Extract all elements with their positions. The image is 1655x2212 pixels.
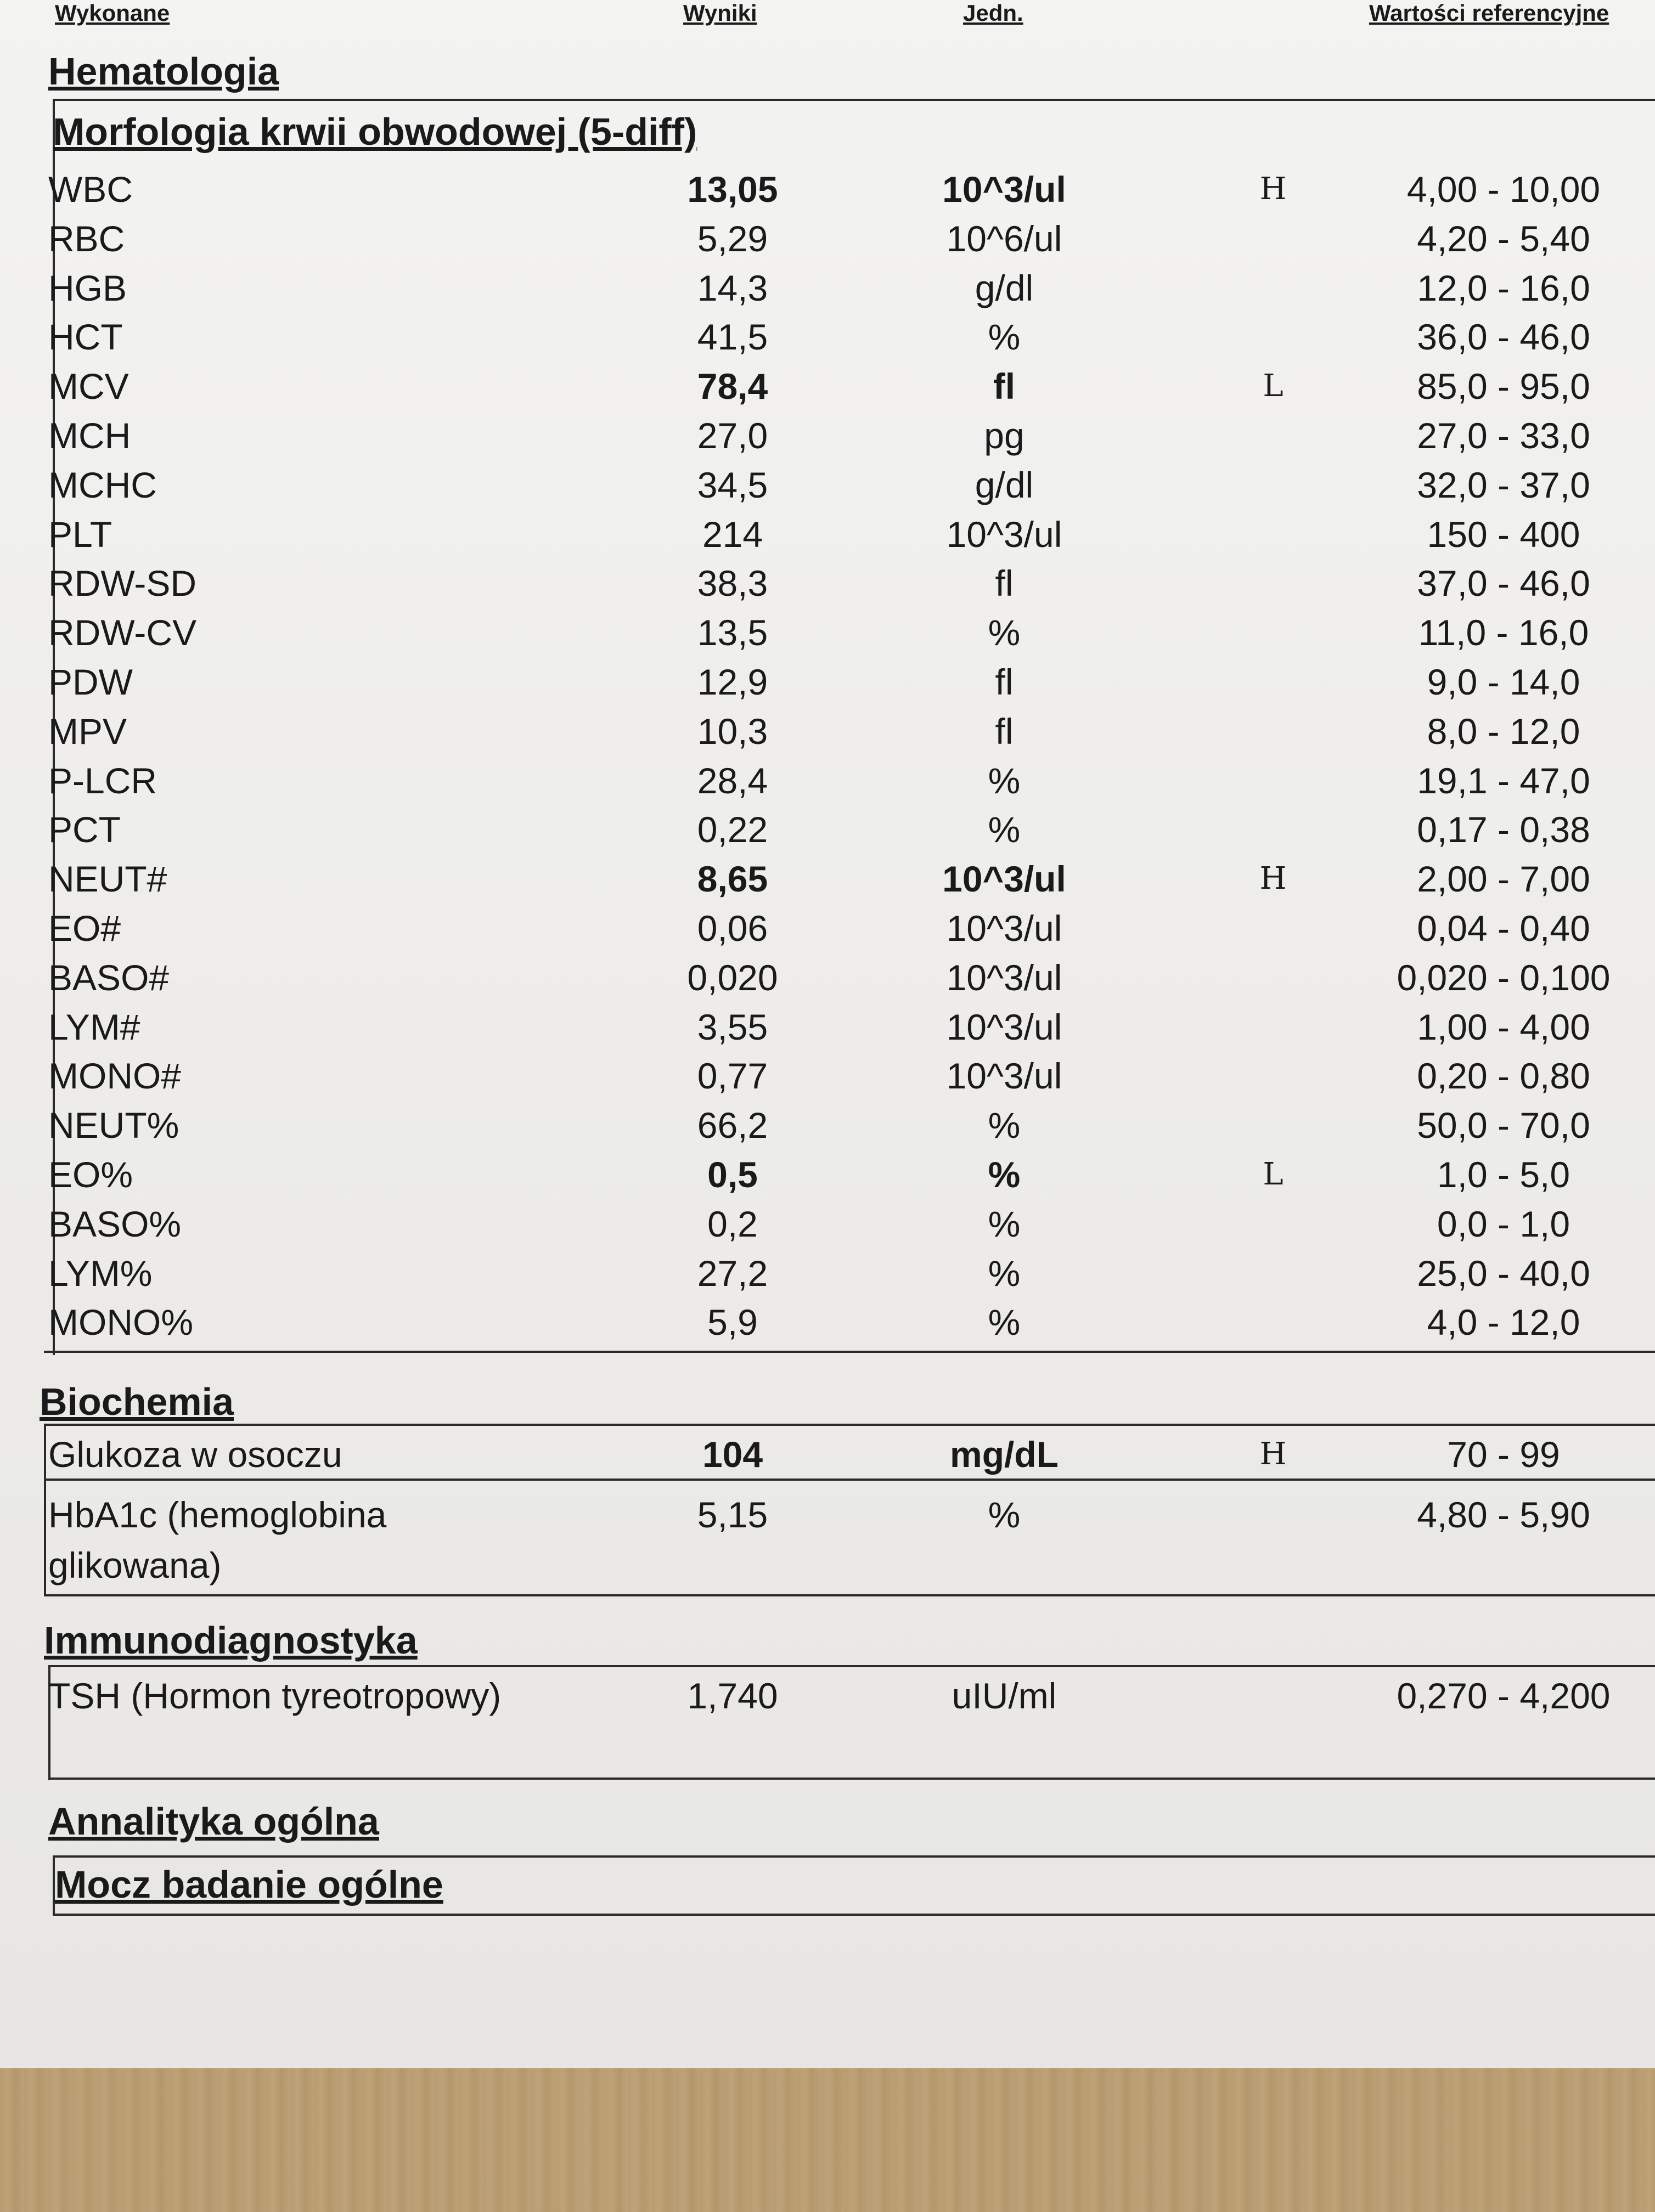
- reference-range: 12,0 - 16,0: [1417, 267, 1590, 308]
- reference-range: 50,0 - 70,0: [1417, 1105, 1590, 1146]
- result-value: 1,740: [687, 1675, 778, 1716]
- reference-range: 4,80 - 5,90: [1417, 1494, 1590, 1535]
- unit: 10^3/ul: [946, 1006, 1062, 1047]
- test-name: MPV: [48, 710, 127, 752]
- subsection-title-morfologia: Morfologia krwii obwodowej (5-diff): [53, 110, 697, 153]
- table-row: [0, 1249, 1655, 1298]
- result-value: 13,05: [687, 169, 778, 210]
- result-value: 28,4: [697, 760, 768, 801]
- test-name: LYM%: [48, 1252, 153, 1294]
- reference-range: 0,17 - 0,38: [1417, 809, 1590, 850]
- reference-range: 0,20 - 0,80: [1417, 1056, 1590, 1097]
- result-value: 0,020: [687, 957, 778, 998]
- table-row: [0, 312, 1655, 362]
- reference-range: 1,00 - 4,00: [1417, 1006, 1590, 1047]
- unit: 10^3/ul: [946, 1056, 1062, 1097]
- test-name: BASO%: [48, 1203, 182, 1244]
- test-name: MCHC: [48, 464, 157, 505]
- divider: [44, 1594, 1655, 1596]
- table-row: [0, 263, 1655, 313]
- table-row: [0, 1297, 1655, 1347]
- table-surface: [0, 2068, 1655, 2212]
- unit: fl: [995, 662, 1014, 702]
- result-value: 27,0: [697, 415, 768, 456]
- test-name: NEUT%: [48, 1105, 179, 1146]
- unit: 10^6/ul: [946, 218, 1062, 259]
- result-value: 0,06: [697, 908, 768, 949]
- table-row: [0, 1429, 1655, 1479]
- reference-range: 32,0 - 37,0: [1417, 464, 1590, 505]
- unit: fl: [995, 563, 1014, 604]
- header-unit: Jedn.: [963, 0, 1023, 26]
- flag: L: [1263, 1156, 1284, 1192]
- result-value: 27,2: [697, 1252, 768, 1294]
- test-name: MCH: [48, 415, 131, 456]
- table-row: [0, 1002, 1655, 1052]
- unit: %: [988, 1252, 1021, 1294]
- table-row: [0, 165, 1655, 214]
- reference-range: 4,0 - 12,0: [1427, 1302, 1580, 1343]
- unit: g/dl: [975, 464, 1034, 505]
- table-row: [0, 608, 1655, 657]
- reference-range: 0,270 - 4,200: [1397, 1675, 1611, 1716]
- table-row: [0, 411, 1655, 460]
- reference-range: 11,0 - 16,0: [1418, 612, 1589, 653]
- divider: [53, 1855, 1655, 1858]
- unit: fl: [995, 710, 1014, 752]
- result-value: 14,3: [697, 267, 768, 308]
- divider: [48, 1665, 1655, 1667]
- table-row: [0, 756, 1655, 805]
- result-value: 3,55: [697, 1006, 768, 1047]
- table-row: [0, 510, 1655, 559]
- unit: %: [988, 1105, 1021, 1146]
- test-name: EO%: [48, 1154, 133, 1195]
- unit: 10^3/ul: [946, 514, 1062, 555]
- test-name: RBC: [48, 218, 125, 259]
- result-value: 8,65: [697, 859, 768, 900]
- result-value: 41,5: [697, 317, 768, 358]
- unit: %: [988, 809, 1021, 850]
- section-title-biochemia: Biochemia: [40, 1380, 234, 1423]
- unit: mg/dL: [950, 1434, 1059, 1475]
- divider: [44, 1351, 1655, 1353]
- test-name: BASO#: [48, 957, 170, 998]
- reference-range: 9,0 - 14,0: [1427, 662, 1580, 702]
- test-name: PLT: [48, 514, 112, 555]
- unit: 10^3/ul: [946, 957, 1062, 998]
- result-value: 0,5: [707, 1154, 758, 1195]
- table-row: [0, 1101, 1655, 1150]
- reference-range: 0,0 - 1,0: [1437, 1203, 1570, 1244]
- reference-range: 8,0 - 12,0: [1427, 710, 1580, 752]
- result-value: 104: [702, 1434, 763, 1475]
- test-name: TSH (Hormon tyreotropowy): [48, 1675, 502, 1716]
- flag: L: [1263, 368, 1284, 404]
- table-row: [0, 953, 1655, 1002]
- reference-range: 1,0 - 5,0: [1437, 1154, 1570, 1195]
- test-name: EO#: [48, 908, 121, 949]
- table-row: [0, 805, 1655, 854]
- divider: [53, 99, 1655, 101]
- unit: 10^3/ul: [942, 169, 1066, 210]
- unit: %: [988, 760, 1021, 801]
- result-value: 66,2: [697, 1105, 768, 1146]
- result-value: 5,29: [697, 218, 768, 259]
- header-reference: Wartości referencyjne: [1369, 0, 1609, 26]
- test-name: PCT: [48, 809, 121, 850]
- table-row: [0, 558, 1655, 608]
- test-name: HCT: [48, 317, 123, 358]
- test-name: RDW-SD: [48, 563, 197, 604]
- table-row: [0, 1051, 1655, 1101]
- result-value: 214: [702, 514, 763, 555]
- test-name: RDW-CV: [48, 612, 197, 653]
- test-name: MONO%: [48, 1302, 193, 1343]
- subsection-title-mocz: Mocz badanie ogólne: [55, 1863, 443, 1906]
- divider: [53, 1914, 1655, 1916]
- result-value: 5,15: [697, 1494, 768, 1535]
- test-name: NEUT#: [48, 859, 167, 900]
- unit: %: [988, 317, 1021, 358]
- table-row: [0, 707, 1655, 756]
- reference-range: 19,1 - 47,0: [1417, 760, 1590, 801]
- test-name: LYM#: [48, 1006, 140, 1047]
- flag: H: [1259, 1436, 1287, 1472]
- result-value: 5,9: [707, 1302, 758, 1343]
- result-value: 0,22: [697, 809, 768, 850]
- reference-range: 0,020 - 0,100: [1397, 957, 1611, 998]
- header-performed: Wykonane: [55, 0, 170, 26]
- reference-range: 0,04 - 0,40: [1417, 908, 1590, 949]
- result-value: 0,77: [697, 1056, 768, 1097]
- table-row: [0, 904, 1655, 953]
- divider: [44, 1479, 1655, 1481]
- table-row: [0, 460, 1655, 510]
- reference-range: 150 - 400: [1427, 514, 1580, 555]
- unit: g/dl: [975, 267, 1034, 308]
- result-value: 38,3: [697, 563, 768, 604]
- table-row: [0, 854, 1655, 904]
- unit: %: [988, 612, 1021, 653]
- table-row: [0, 362, 1655, 411]
- reference-range: 85,0 - 95,0: [1417, 366, 1590, 407]
- reference-range: 25,0 - 40,0: [1417, 1252, 1590, 1294]
- unit: %: [988, 1203, 1021, 1244]
- result-value: 13,5: [697, 612, 768, 653]
- table-row: [0, 1199, 1655, 1249]
- result-value: 78,4: [697, 366, 768, 407]
- unit: pg: [984, 415, 1024, 456]
- table-row: [0, 657, 1655, 707]
- unit: fl: [993, 366, 1016, 407]
- unit: %: [988, 1302, 1021, 1343]
- section-title-immunodiagnostyka: Immunodiagnostyka: [44, 1619, 418, 1662]
- test-name: HGB: [48, 267, 127, 308]
- test-name: PDW: [48, 662, 133, 702]
- reference-range: 37,0 - 46,0: [1417, 563, 1590, 604]
- result-value: 12,9: [697, 662, 768, 702]
- flag: H: [1259, 861, 1287, 897]
- result-value: 10,3: [697, 710, 768, 752]
- reference-range: 27,0 - 33,0: [1417, 415, 1590, 456]
- reference-range: 70 - 99: [1447, 1434, 1560, 1475]
- unit: 10^3/ul: [946, 908, 1062, 949]
- test-name: Glukoza w osoczu: [48, 1434, 342, 1475]
- reference-range: 4,20 - 5,40: [1417, 218, 1590, 259]
- unit: %: [988, 1154, 1021, 1195]
- unit: 10^3/ul: [942, 859, 1066, 900]
- unit: %: [988, 1494, 1021, 1535]
- test-name: P-LCR: [48, 760, 157, 801]
- reference-range: 2,00 - 7,00: [1417, 859, 1590, 900]
- header-results: Wyniki: [683, 0, 757, 26]
- section-title-hematologia: Hematologia: [48, 50, 279, 93]
- result-value: 34,5: [697, 464, 768, 505]
- table-row: [0, 1489, 1655, 1585]
- reference-range: 36,0 - 46,0: [1417, 317, 1590, 358]
- flag: H: [1259, 171, 1287, 207]
- reference-range: 4,00 - 10,00: [1406, 169, 1601, 210]
- unit: uIU/ml: [952, 1675, 1057, 1716]
- test-name: WBC: [48, 169, 133, 210]
- section-title-analityka: Annalityka ogólna: [48, 1800, 379, 1843]
- table-row: [0, 214, 1655, 263]
- result-value: 0,2: [707, 1203, 758, 1244]
- divider: [48, 1778, 1655, 1780]
- test-name: MONO#: [48, 1056, 182, 1097]
- table-row: [0, 1671, 1655, 1720]
- divider: [44, 1424, 1655, 1426]
- table-row: [0, 1150, 1655, 1199]
- test-name: HbA1c (hemoglobina glikowana): [48, 1494, 387, 1585]
- test-name: MCV: [48, 366, 129, 407]
